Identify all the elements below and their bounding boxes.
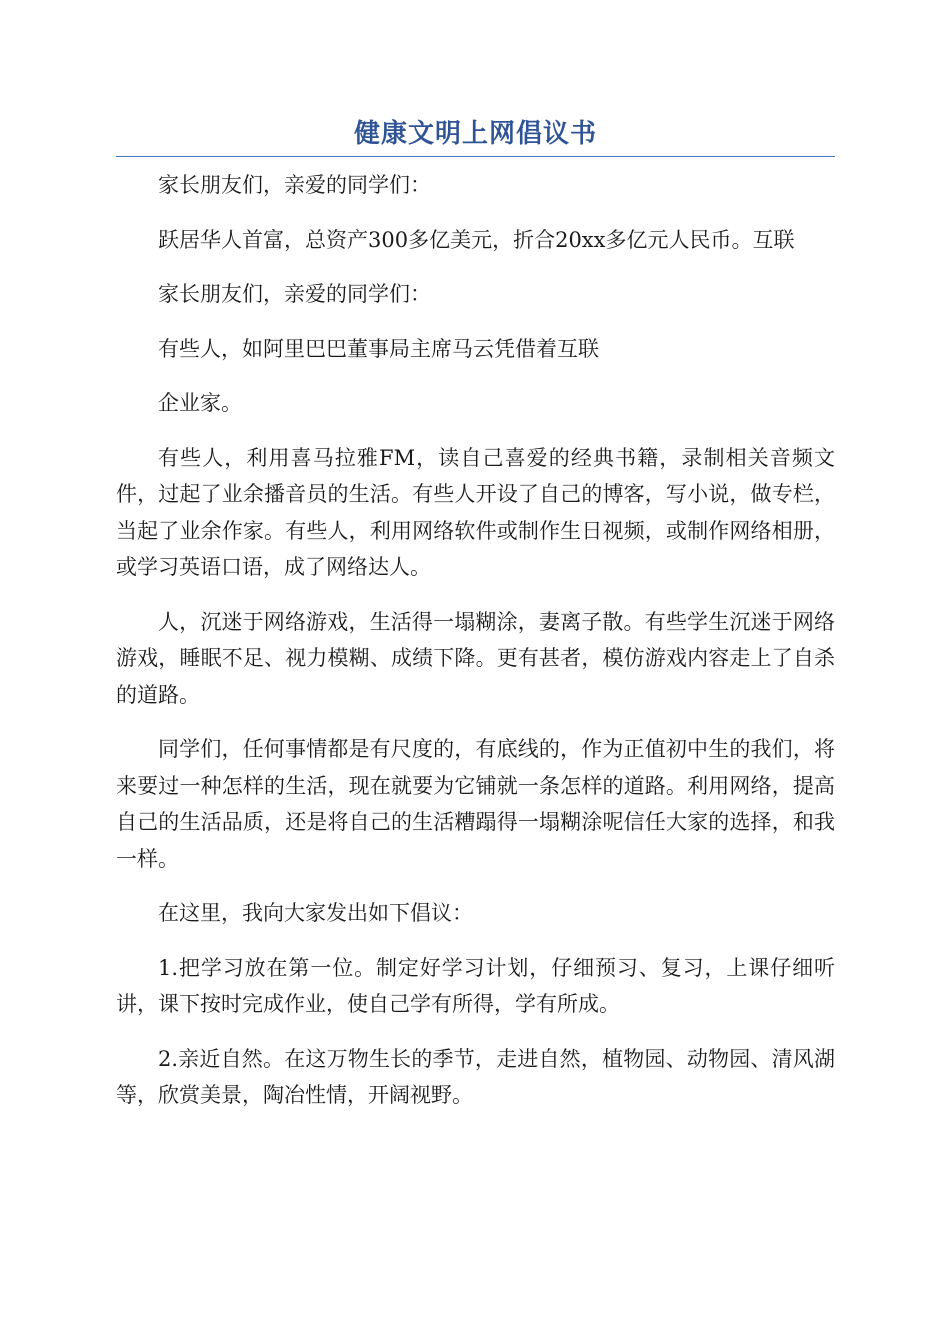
paragraph: 同学们，任何事情都是有尺度的，有底线的，作为正值初中生的我们，将来要过一种怎样的生活，现在就要为它铺就一条怎样的道路。利用网络，提高自己的生活品质，还是将自己的生活糟蹋得一塌糊涂呢信任大家的选择，和我一样。 — [116, 737, 835, 871]
title-underline — [116, 156, 835, 157]
paragraph: 企业家。 — [158, 391, 242, 415]
paragraph-greeting: 家长朋友们，亲爱的同学们： — [158, 282, 431, 306]
paragraph: 人，沉迷于网络游戏，生活得一塌糊涂，妻离子散。有些学生沉迷于网络游戏，睡眠不足、视力模糊、成绩下降。更有甚者，模仿游戏内容走上了自杀的道路。 — [116, 609, 835, 707]
paragraph-greeting: 家长朋友们，亲爱的同学们： — [158, 173, 431, 197]
paragraph: 有些人，如阿里巴巴董事局主席马云凭借着互联 — [158, 336, 599, 361]
proposal-item-2: 2.亲近自然。在这万物生长的季节，走进自然，植物园、动物园、清风湖等，欣赏美景，陶冶性情，开阔视野。 — [116, 1046, 835, 1107]
paragraph: 跃居华人首富，总资产300多亿美元，折合20xx多亿元人民币。互联 — [158, 227, 795, 252]
paragraph: 有些人，利用喜马拉雅FM，读自己喜爱的经典书籍，录制相关音频文件，过起了业余播音员的生活。有些人开设了自己的博客，写小说，做专栏，当起了业余作家。有些人，利用网络软件或制作生日视频，或制作网络相册，或学习英语口语，成了网络达人。 — [116, 445, 835, 579]
document-page — [116, 110, 835, 1132]
document-title: 健康文明上网倡议书 — [353, 119, 597, 149]
paragraph: 在这里，我向大家发出如下倡议： — [158, 901, 473, 925]
proposal-item-1: 1.把学习放在第一位。制定好学习计划，仔细预习、复习，上课仔细听讲，课下按时完成作业，使自己学有所得，学有所成。 — [116, 955, 835, 1016]
